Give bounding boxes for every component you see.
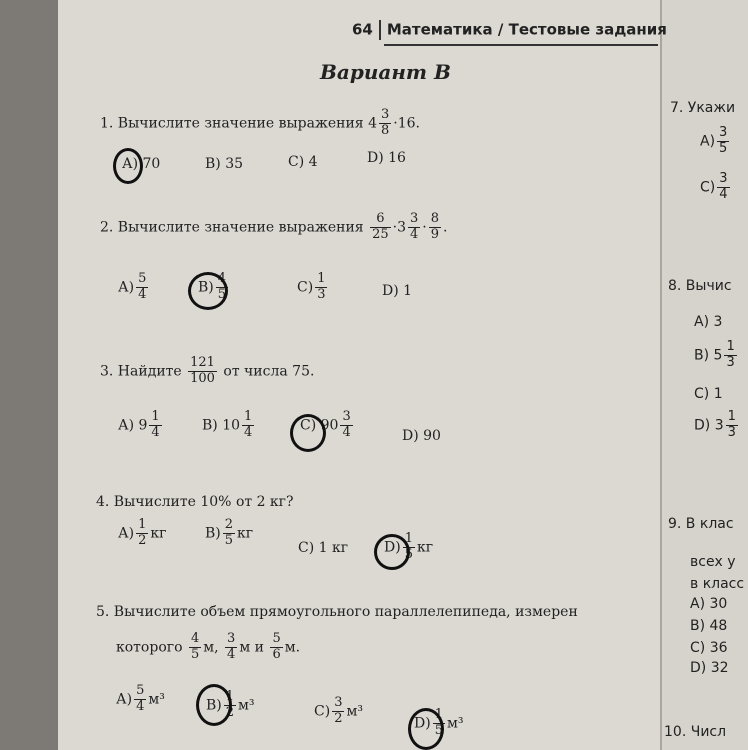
q4-option-d[interactable]: D) $\frac{1}{5}$ кг (384, 531, 434, 562)
right-q8: 8. Вычис (668, 278, 732, 294)
right-q9-option-a: А) 30 (690, 596, 728, 612)
variant-title: Вариант В (320, 60, 451, 84)
q2-option-d[interactable]: D) 1 (382, 283, 413, 299)
right-q8-option-c: С) 1 (694, 386, 723, 402)
left-shadow (0, 0, 58, 750)
right-q8-option-d: D) 3 $\frac{1}{3}$ (694, 409, 736, 440)
question-2 (100, 212, 447, 243)
right-q8-option-b: В) 5 $\frac{1}{3}$ (694, 339, 735, 370)
q2-option-a[interactable]: А) $\frac{5}{4}$ (118, 271, 147, 302)
q2-fraction-1: $\frac{6}{25}$ (372, 211, 389, 242)
q3-option-a[interactable]: А) 9 $\frac{1}{4}$ (118, 409, 160, 440)
question-4: 4. Вычислите 10% от 2 кг? (96, 494, 294, 510)
q2-option-b[interactable]: В) $\frac{4}{5}$ (198, 271, 227, 302)
q4-option-a[interactable]: А) $\frac{1}{2}$ кг (118, 517, 167, 548)
q5-option-c[interactable]: С) $\frac{3}{2}$ м³ (314, 695, 363, 726)
question-2-text: 2. Вычислите значение выражения (100, 219, 364, 236)
q1-fraction: $\frac{3}{8}$ (381, 107, 390, 138)
right-q7-option-c: С) $\frac{3}{4}$ (700, 171, 728, 202)
right-q9-option-d: D) 32 (690, 660, 729, 676)
answer-circle-q5-d (408, 708, 444, 750)
question-1-text: 1. Вычислите значение выражения (100, 115, 364, 132)
q2-option-c[interactable]: С) $\frac{1}{3}$ (297, 271, 326, 302)
section-title: Математика / Тестовые задания (386, 20, 667, 39)
q3-fraction: $\frac{121}{100}$ (190, 355, 215, 386)
q1-tail: ·16. (393, 115, 420, 132)
q3-text-before: 3. Найдите (100, 363, 182, 380)
question-5-line-2: которого $\frac{4}{5}$ м, $\frac{3}{4}$ м и $\frac{5}{6}$ м. (116, 631, 301, 662)
header-rule (384, 44, 658, 46)
q3-option-c[interactable]: С) 90 $\frac{3}{4}$ (300, 409, 351, 440)
q4-option-c[interactable]: С) 1 кг (298, 540, 349, 556)
q4-option-b[interactable]: В) $\frac{2}{5}$ кг (205, 517, 254, 548)
answer-circle-q4 (374, 534, 410, 570)
right-q7: 7. Укажи (670, 100, 736, 116)
page-number: 64 (352, 20, 373, 39)
q1-option-d[interactable]: D) 16 (367, 150, 406, 166)
question-3 (100, 356, 314, 387)
q5-option-b[interactable]: В) $\frac{1}{2}$ м³ (206, 689, 255, 720)
q2-mid: ·3 (392, 219, 406, 236)
question-1 (100, 108, 420, 139)
q1-option-b[interactable]: В) 35 (205, 156, 244, 172)
right-q9-line-3: в класс (690, 576, 745, 592)
q2-dot: · (422, 219, 427, 236)
q1-whole: 4 (368, 115, 377, 132)
q1-option-c[interactable]: С) 4 (288, 154, 318, 170)
answer-circle-q3 (290, 414, 326, 452)
q2-fraction-3: $\frac{8}{9}$ (430, 211, 439, 242)
q5-option-a[interactable]: А) $\frac{5}{4}$ м³ (116, 683, 165, 714)
q3-option-d[interactable]: D) 90 (402, 428, 441, 444)
q2-fraction-2: $\frac{3}{4}$ (409, 211, 419, 242)
q5-option-d[interactable]: D) $\frac{1}{5}$ м³ (414, 707, 464, 738)
right-q7-option-a: А) $\frac{3}{5}$ (700, 125, 728, 156)
right-q9-line-2: всех у (690, 554, 736, 570)
right-q8-option-a: А) 3 (694, 314, 723, 330)
right-q9-option-b: В) 48 (690, 618, 728, 634)
answer-circle-q1 (113, 148, 143, 184)
right-q9: 9. В клас (668, 516, 734, 532)
answer-circle-q5-b (196, 684, 232, 726)
q3-option-b[interactable]: В) 10 $\frac{1}{4}$ (202, 409, 253, 440)
q1-option-a[interactable]: А) 70 (122, 156, 161, 172)
question-5: 5. Вычислите объем прямоугольного параллелепипеда, измерен (96, 604, 578, 620)
q2-tail: . (443, 219, 448, 236)
q3-text-after: от числа 75. (223, 363, 315, 380)
header-separator (379, 20, 381, 40)
page-header (352, 20, 667, 40)
answer-circle-q2 (188, 272, 228, 310)
right-q10: 10. Числ (664, 724, 727, 740)
right-q9-option-c: С) 36 (690, 640, 728, 656)
